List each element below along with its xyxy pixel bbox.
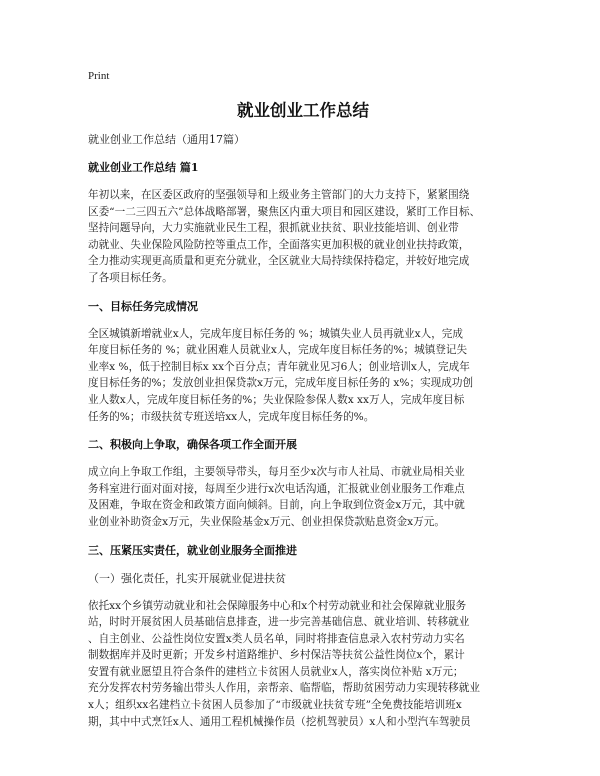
paragraph-line: 度目标任务的%；发放创业担保贷款x万元，完成年度目标任务的 x%；实现成功创 bbox=[88, 377, 474, 390]
paragraph-line: 年度目标任务的 %；就业困难人员就业x人，完成年度目标任务的%；城镇登记失 bbox=[88, 344, 468, 357]
paragraph-line: 制数据库并及时更新；开发乡村道路维护、乡村保洁等扶贫公益性岗位x个，累计 bbox=[88, 649, 465, 662]
paragraph-line: 充分发挥农村劳务输出带头人作用，亲帮亲、临帮临，帮助贫困劳动力实现转移就业 bbox=[88, 682, 480, 695]
paragraph-line: 年初以来，在区委区政府的坚强领导和上级业务主管部门的大力支持下，紧紧围绕 bbox=[88, 189, 470, 201]
paragraph-line: 站，时时开展贫困人员基础信息排查，进一步完善基础信息、就业培训、转移就业 bbox=[88, 616, 470, 629]
heading-duty: 三、压紧压实责任，就业创业服务全面推进 bbox=[88, 543, 297, 557]
document-page bbox=[88, 68, 518, 730]
document-subtitle: 就业创业工作总结（通用17篇） bbox=[88, 133, 245, 146]
paragraph-line: 全力推动实现更高质量和更充分就业，全区就业大局持续保持稳定，并较好地完成 bbox=[88, 255, 470, 268]
paragraph-line: 业率x %，低于控制目标x xx个百分点；青年就业见习6人；创业培训x人，完成年 bbox=[88, 360, 470, 373]
paragraph-line: x人；组织xx名建档立卡贫困人员参加了“市级就业扶贫专班”全免费技能培训班x bbox=[88, 699, 462, 712]
paragraph-line: 务科室进行面对面对接，每周至少进行x次电话沟通，汇报就业创业服务工作难点 bbox=[88, 482, 465, 495]
work-paragraph bbox=[88, 464, 518, 530]
paragraph-line: 及困难，争取在资金和政策方面向倾斜。目前，向上争取到位资金x万元，其中就 bbox=[88, 499, 465, 512]
targets-paragraph bbox=[88, 326, 518, 426]
paragraph-line: 、自主创业、公益性岗位安置x类人员名单，同时将排查信息录入农村劳动力实名 bbox=[88, 632, 465, 645]
paragraph-line: 安置有就业愿望且符合条件的建档立卡贫困人员就业x人，落实岗位补贴 x万元； bbox=[88, 665, 464, 678]
paragraph-line: 业人数x人，完成年度目标任务的%；失业保险参保人数x xx万人，完成年度目标 bbox=[88, 393, 465, 406]
paragraph-line: 坚持问题导向，大力实施就业民生工程，狠抓就业扶贫、职业技能培训、创业带 bbox=[88, 222, 459, 235]
paragraph-line: 依托xx个乡镇劳动就业和社会保障服务中心和x个村劳动就业和社会保障就业服务 bbox=[88, 599, 467, 612]
intro-paragraph bbox=[88, 187, 518, 287]
duty-paragraph bbox=[88, 598, 518, 731]
heading-work: 二、积极向上争取，确保各项工作全面开展 bbox=[88, 438, 297, 452]
paragraph-line: 全区城镇新增就业x人，完成年度目标任务的 %；城镇失业人员再就业x人，完成 bbox=[88, 327, 463, 340]
subheading-duty: （一）强化责任，扎实开展就业促进扶贫 bbox=[88, 571, 286, 585]
heading-targets: 一、目标任务完成情况 bbox=[88, 299, 198, 313]
paragraph-line: 成立向上争取工作组，主要领导带头，每月至少x次与市人社局、市就业局相关业 bbox=[88, 466, 465, 479]
paragraph-line: 业创业补助资金x万元，失业保险基金x万元、创业担保贷款贴息资金x万元。 bbox=[88, 515, 445, 528]
document-title: 就业创业工作总结 bbox=[237, 101, 369, 120]
paragraph-line: 区委“一二三四五六”总体战略部署，聚焦区内重大项目和园区建设，紧盯工作目标、 bbox=[88, 205, 481, 218]
paragraph-line: 动就业、失业保险风险防控等重点工作，全面落实更加积极的就业创业扶持政策， bbox=[88, 238, 470, 251]
section-heading-1: 就业创业工作总结 篇1 bbox=[88, 161, 199, 174]
paragraph-line: 了各项目标任务。 bbox=[88, 271, 173, 284]
print-link[interactable]: Print bbox=[88, 70, 110, 82]
paragraph-line: 期，其中中式烹饪x人、通用工程机械操作员（挖机驾驶员）x人和小型汽车驾驶员 bbox=[88, 715, 471, 728]
paragraph-line: 任务的%；市级扶贫专班送培xx人，完成年度目标任务的%。 bbox=[88, 410, 375, 423]
